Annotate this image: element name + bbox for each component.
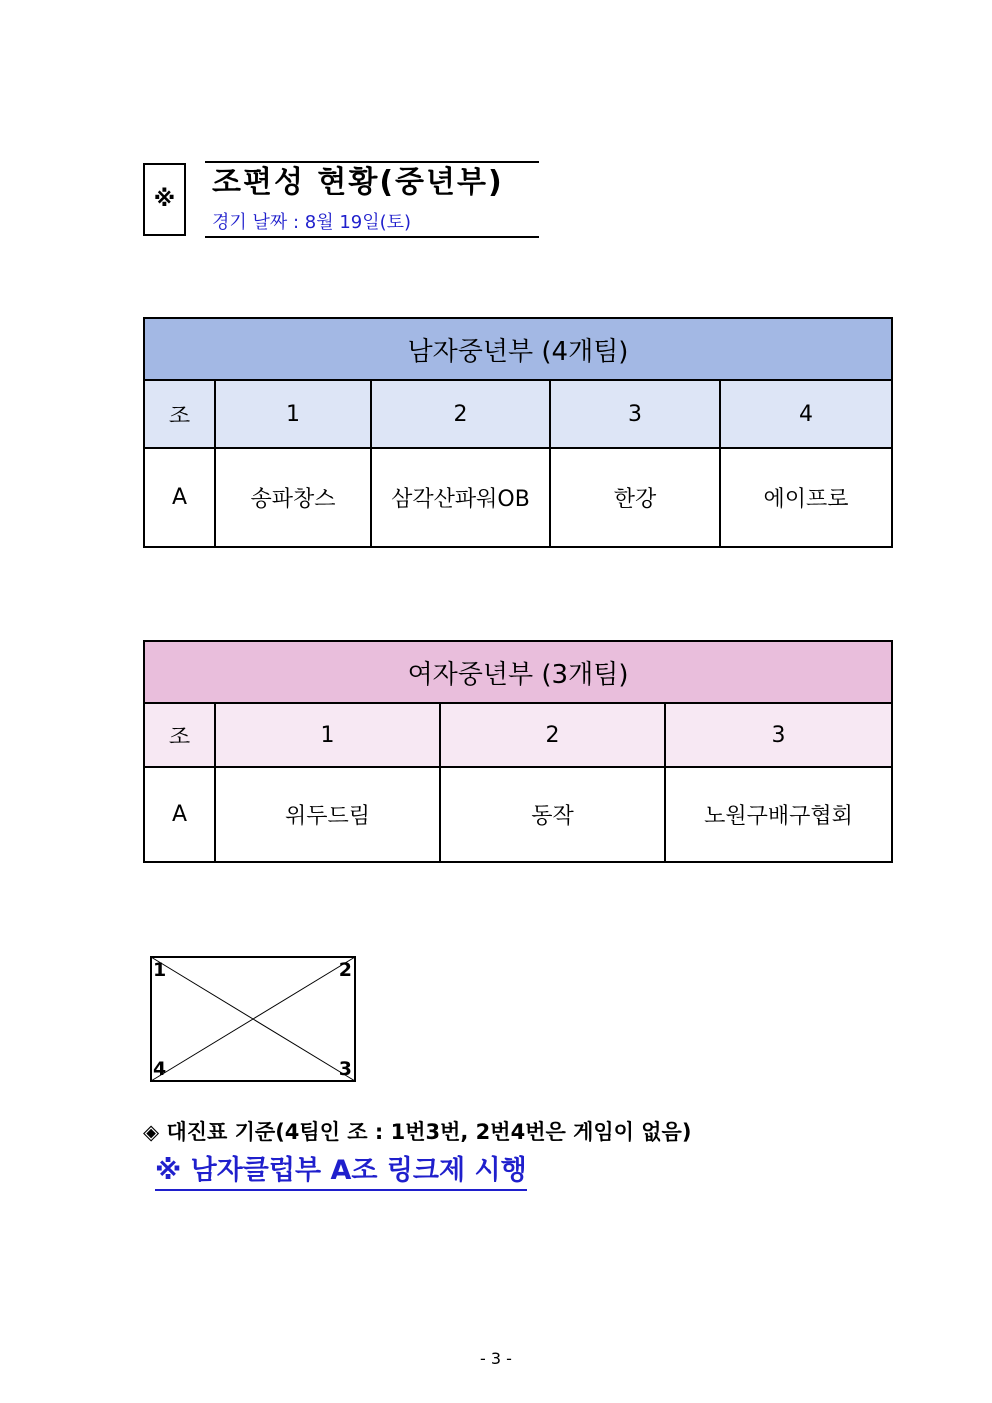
slot-header: 1 [215, 703, 440, 767]
slot-header: 1 [215, 380, 371, 448]
table-row [144, 448, 892, 547]
slot-header: 3 [665, 703, 892, 767]
group-column-header: 조 [144, 380, 215, 448]
table-row [144, 767, 892, 862]
page-number: - 3 - [480, 1349, 512, 1368]
corner-label-2: 2 [338, 959, 352, 981]
match-diagram [150, 956, 356, 1082]
group-label: A [144, 448, 215, 547]
match-date: 경기 날짜 : 8월 19일(토) [212, 212, 412, 233]
team-cell: 동작 [440, 767, 665, 862]
team-cell: 송파창스 [215, 448, 371, 547]
match-diagram-lines [150, 956, 356, 1082]
corner-label-4: 4 [153, 1058, 167, 1080]
men-group-table [143, 317, 893, 548]
corner-label-3: 3 [338, 1058, 352, 1080]
slot-header: 3 [550, 380, 720, 448]
link-rule-note: ※ 남자클럽부 A조 링크제 시행 [155, 1153, 527, 1191]
team-cell: 노원구배구협회 [665, 767, 892, 862]
team-cell: 삼각산파워OB [371, 448, 550, 547]
slot-header: 2 [371, 380, 550, 448]
team-cell: 한강 [550, 448, 720, 547]
women-group-table [143, 640, 893, 863]
team-cell: 위두드림 [215, 767, 440, 862]
corner-label-1: 1 [153, 959, 167, 981]
group-column-header: 조 [144, 703, 215, 767]
women-table-title: 여자중년부 (3개팀) [144, 641, 892, 703]
reference-mark: ※ [153, 187, 176, 212]
slot-header: 2 [440, 703, 665, 767]
title-bottom-rule [205, 236, 539, 238]
slot-header: 4 [720, 380, 892, 448]
team-cell: 에이프로 [720, 448, 892, 547]
group-label: A [144, 767, 215, 862]
men-table-title: 남자중년부 (4개팀) [144, 318, 892, 380]
match-rule-note: ◈ 대진표 기준(4팀인 조 : 1번3번, 2번4번은 게임이 없음) [143, 1120, 692, 1144]
page-title: 조편성 현황(중년부) [212, 165, 504, 200]
reference-mark-box [143, 163, 186, 236]
